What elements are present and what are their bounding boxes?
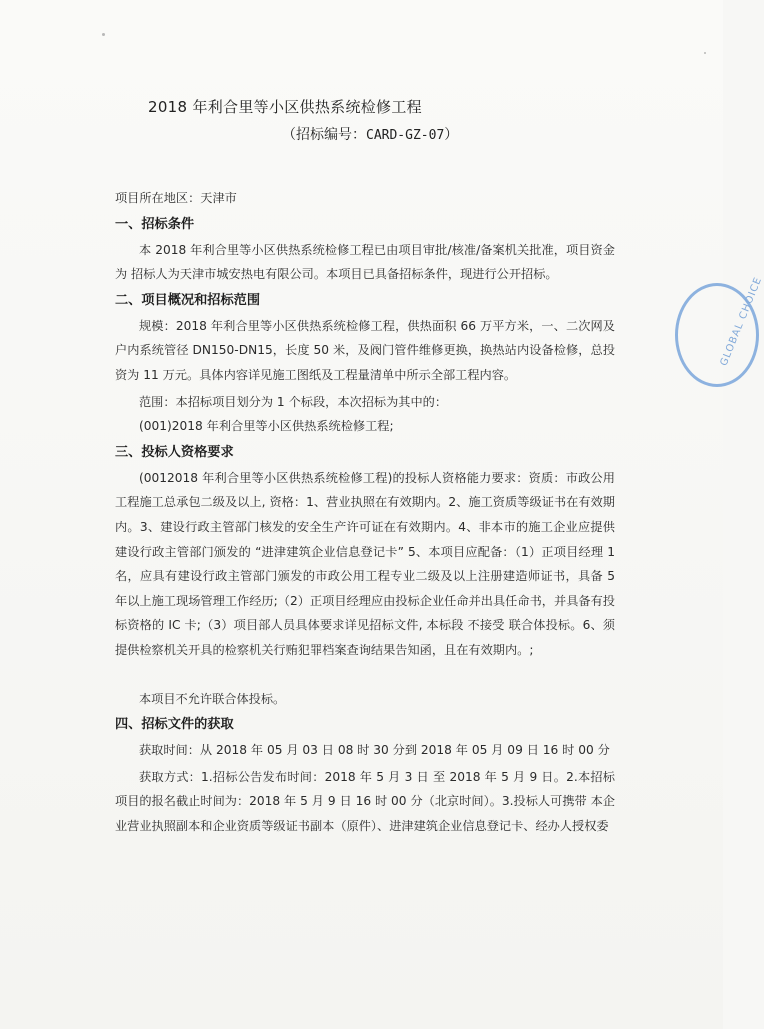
section-heading-conditions: 一、招标条件 xyxy=(115,216,195,232)
stamp-text: GLOBAL CHOICE xyxy=(718,275,764,368)
company-stamp xyxy=(675,275,764,387)
scan-speck xyxy=(102,33,105,36)
acquisition-method-paragraph: 获取方式：1.招标公告发布时间：2018 年 5 月 3 日 至 2018 年 5 月 9 日。2.本招标项目的报名截止时间为：2018 年 5 月 9 日 16 时 00 分（北京时间）。3.投标人可携带 本企业营业执照副本和企业资质等级证书副本（原件）、进津建筑企业信息登记卡、经办人授权委 xyxy=(115,769,615,833)
tender-number-suffix: ） xyxy=(444,127,459,143)
scope-paragraph: 范围：本招标项目划分为 1 个标段，本次招标为其中的： xyxy=(139,394,448,409)
section-heading-overview: 二、项目概况和招标范围 xyxy=(115,292,261,308)
acquisition-time-paragraph: 获取时间：从 2018 年 05 月 03 日 08 时 30 分到 2018 年 05 月 09 日 16 时 00 分 xyxy=(139,743,610,758)
project-location: 项目所在地区：天津市 xyxy=(115,191,237,205)
consortium-paragraph: 本项目不允许联合体投标。 xyxy=(139,691,286,706)
section-heading-documents: 四、招标文件的获取 xyxy=(115,717,234,733)
tender-number-prefix: （招标编号： xyxy=(282,127,366,143)
document-title: 2018 年利合里等小区供热系统检修工程 xyxy=(148,98,422,116)
scan-speck xyxy=(704,52,706,54)
tender-number-code: CARD-GZ-07 xyxy=(366,128,445,143)
document-body xyxy=(115,186,615,838)
qualification-paragraph: (0012018 年利合里等小区供热系统检修工程)的投标人资格能力要求：资质：市政公用工程施工总承包二级及以上, 资格：1、营业执照在有效期内。2、施工资质等级证书在有效期内。3、建设行政主管部门核发的安全生产许可证在有效期内。4、非本市的施工企业应提供建设行政主管部门颁发的 “进津建筑企业信息登记卡” 5、本项目应配备：（1）正项目经理 1 名，应具有建设行政主管部门颁发的市政公用工程专业二级及以上注册建造师证书，具备 5 年以上施工现场管理工作经历;（2）正项目经理应由投标企业任命并出具任命书，并具备有投标资格的 IC 卡;（3）项目部人员具体要求详见招标文件, 本标段 不接受 联合体投标。6、须提供检察机关开具的检察机关行贿犯罪档案查询结果告知函，且在有效期内。; xyxy=(115,470,615,657)
scale-paragraph: 规模：2018 年利合里等小区供热系统检修工程，供热面积 66 万平方米，一、二次网及户内系统管径 DN150-DN15，长度 50 米，及阀门管件维修更换，换热站内设备检修，总投资为 11 万元。具体内容详见施工图纸及工程量清单中所示全部工程内容。 xyxy=(115,318,615,382)
lot-paragraph: (001)2018 年利合里等小区供热系统检修工程; xyxy=(139,419,394,434)
conditions-paragraph: 本 2018 年利合里等小区供热系统检修工程已由项目审批/核准/备案机关批准，项目资金为 招标人为天津市城安热电有限公司。本项目已具备招标条件，现进行公开招标。 xyxy=(115,242,615,282)
tender-number xyxy=(282,124,458,144)
section-heading-qualification: 三、投标人资格要求 xyxy=(115,444,234,460)
